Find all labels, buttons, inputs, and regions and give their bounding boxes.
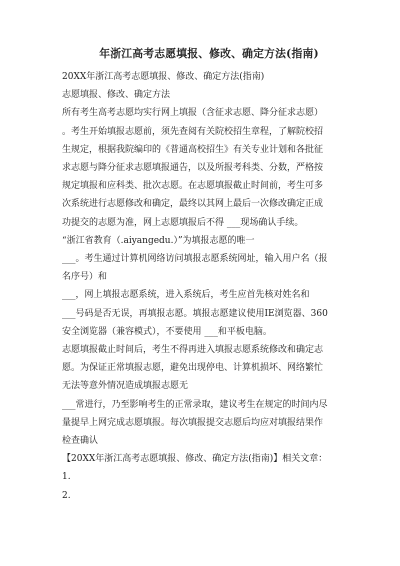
body-line: 安全浏览器（兼容模式），不要使用 ___和平板电脑。: [62, 326, 272, 337]
body-line: 名序号）和: [62, 272, 108, 283]
related-article-item[interactable]: 2.: [62, 490, 71, 501]
related-articles-heading: 【20XX年浙江高考志愿填报、修改、确定方法(指南)】相关文章：: [62, 454, 328, 465]
body-line: 量提早上网完成志愿填报。每次填报提交志愿后均应对填报结果作: [62, 417, 324, 428]
body-line: ___常进行，乃至影响考生的正常录取，建议考生在规定的时间内尽: [62, 399, 328, 410]
related-article-item[interactable]: 1.: [62, 472, 71, 483]
body-line: 求志愿与降分征求志愿填报通告，以及所报考科类、分数，严格按: [62, 163, 324, 174]
document-title: 年浙江高考志愿填报、修改、确定方法(指南): [99, 47, 319, 60]
body-line: 规定填报和应科类、批次志愿。在志愿填报截止时间前，考生可多: [62, 181, 324, 192]
body-line: 无法等意外情况造成填报志愿无: [62, 381, 189, 392]
body-line: 。考生开始填报志愿前，须先查阅有关院校招生章程，了解院校招: [62, 126, 324, 137]
body-line: 次系统进行志愿修改和确定，最终以其网上最后一次修改确定正成: [62, 199, 324, 210]
body-line: 功提交的志愿为准，网上志愿填报后不得 ___现场确认手续。: [62, 217, 304, 228]
body-line: ___，网上填报志愿系统，进入系统后，考生应首先核对姓名和: [62, 290, 310, 301]
body-line: 志愿填报截止时间后，考生不得再进入填报志愿系统修改和确定志: [62, 345, 324, 356]
document-body: [62, 68, 356, 505]
body-line: 检查确认: [62, 436, 99, 447]
body-line: 生规定，根据我院编印的《普通高校招生》有关专业计划和各批征: [62, 144, 324, 155]
body-line: ___。考生通过计算机网络访问填报志愿系统网址，输入用户名（报: [62, 254, 328, 265]
body-line: 愿。为保证正常填报志愿，避免出现停电、计算机损坏、网络繁忙: [62, 363, 324, 374]
body-line: “浙江省教育（.aiyangedu.）”为填报志愿的唯一: [62, 235, 255, 246]
body-line: 20XX年浙江高考志愿填报、修改、确定方法(指南): [62, 72, 265, 82]
body-line: 所有考生高考志愿均实行网上填报（含征求志愿、降分征求志愿）: [62, 108, 324, 119]
body-line: 志愿填报、修改、确定方法: [62, 90, 171, 101]
body-line: ___号码是否无误，再填报志愿。填报志愿建议使用IE浏览器、360: [62, 308, 328, 319]
